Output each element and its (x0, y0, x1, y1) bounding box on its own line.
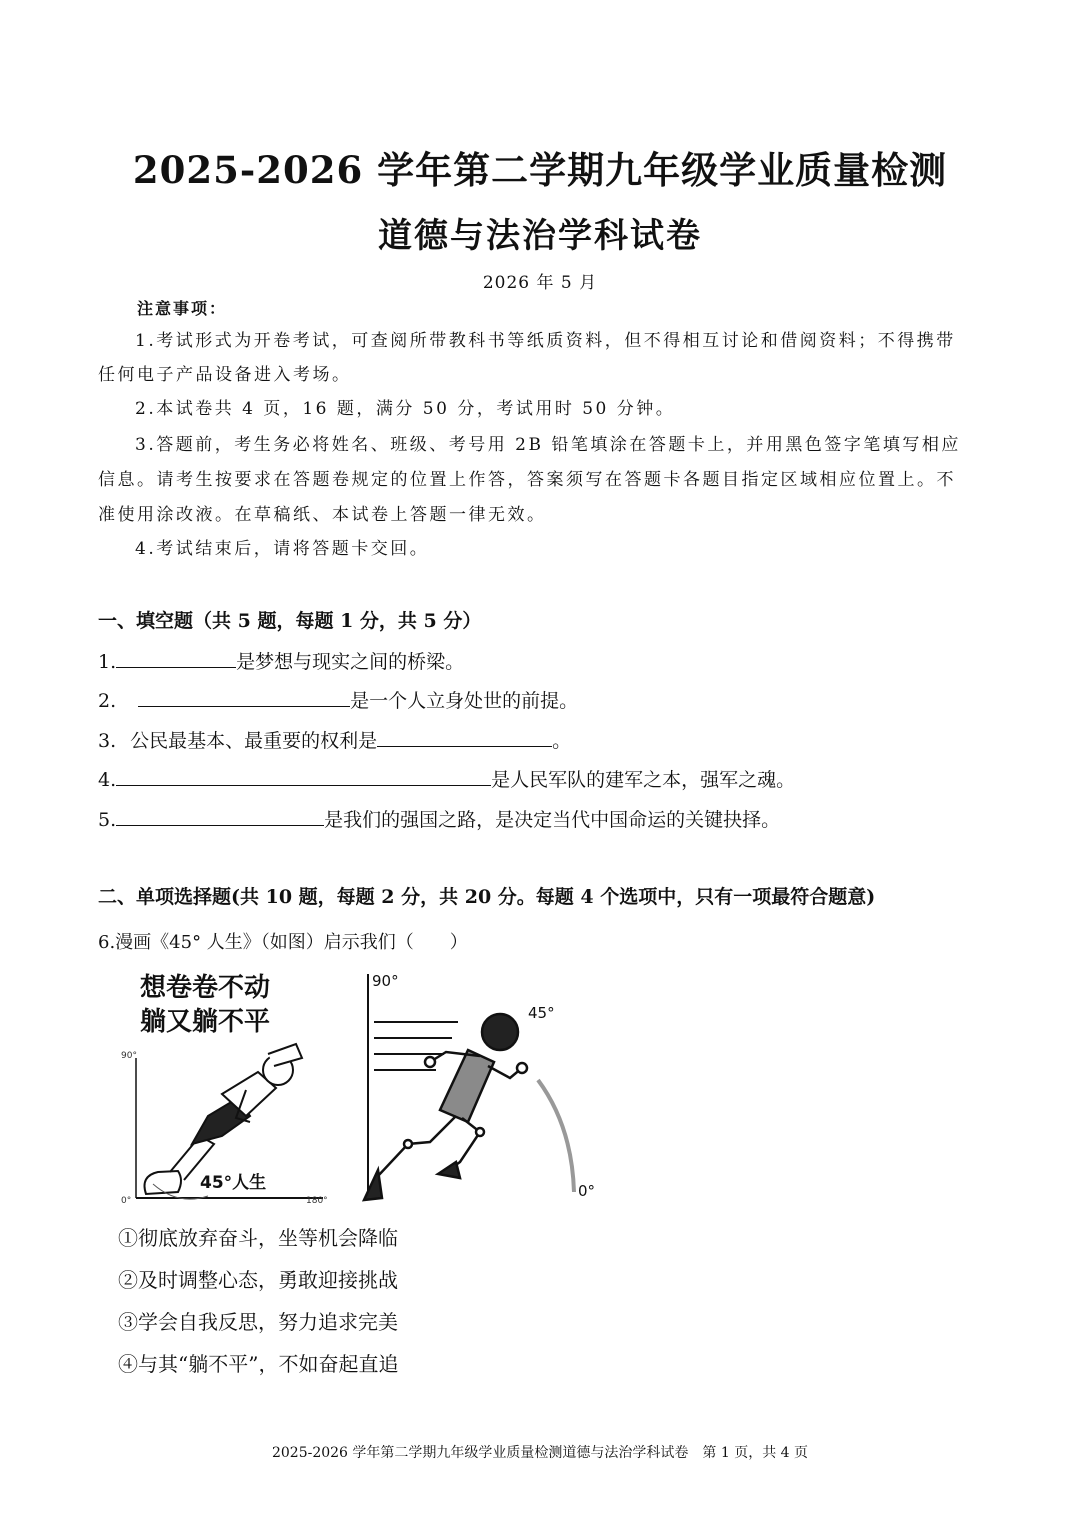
question-text: 是一个人立身处世的前提。 (350, 690, 579, 712)
angle-label-0: 0° (578, 1182, 596, 1200)
exam-title-line1: 2025-2026 学年第二学期九年级学业质量检测 (132, 148, 948, 192)
question-number: 5. (98, 809, 117, 831)
angle-label-90: 90° (121, 1051, 137, 1061)
question-2 (98, 686, 578, 713)
cartoon-left-panel (118, 966, 333, 1210)
question-4 (98, 765, 795, 792)
question-number: 3. (98, 730, 117, 752)
question-text: 公民最基本、最重要的权利是 (130, 730, 378, 752)
option-3[interactable]: ③学会自我反思，努力追求完美 (118, 1310, 398, 1334)
speed-lines (374, 1022, 458, 1070)
answer-blank[interactable] (116, 649, 236, 668)
running-figure (364, 1014, 527, 1200)
cartoon-caption-line1: 想卷卷不动 (140, 973, 271, 1003)
notice-item-2: 2.本试卷共 4 页，16 题，满分 50 分，考试用时 50 分钟。 (135, 399, 676, 419)
answer-blank[interactable] (116, 807, 324, 826)
question-6-stem: 6.漫画《45° 人生》（如图）启示我们（ ） (98, 932, 468, 953)
notice-item-1-cont: 任何电子产品设备进入考场。 (98, 365, 352, 385)
answer-blank[interactable] (377, 728, 552, 747)
question-number: 1. (98, 651, 117, 673)
question-1 (98, 647, 464, 674)
question-text: 是人民军队的建军之本，强军之魂。 (491, 769, 796, 791)
section2-heading: 二、单项选择题(共 10 题，每题 2 分，共 20 分。每题 4 个选项中，只有一项最符合题意) (98, 886, 876, 908)
page-footer: 2025-2026 学年第二学期九年级学业质量检测道德与法治学科试卷 第 1 页，共 4 页 (271, 1445, 809, 1461)
cartoon-right-panel (360, 966, 605, 1210)
angle-arc (538, 1080, 574, 1192)
question-number: 4. (98, 769, 117, 791)
cartoon-caption-line2: 躺又躺不平 (140, 1007, 271, 1037)
answer-blank[interactable] (138, 688, 350, 707)
angle-label-45: 45° (528, 1004, 555, 1022)
notice-item-1: 1.考试形式为开卷考试，可查阅所带教科书等纸质资料，但不得相互讨论和借阅资料；不得携带 (135, 331, 956, 351)
notice-item-3: 3.答题前，考生务必将姓名、班级、考号用 2B 铅笔填涂在答题卡上，并用黑色签字笔填写相应 (135, 435, 961, 455)
exam-title-line2: 道德与法治学科试卷 (378, 216, 702, 256)
option-2[interactable]: ②及时调整心态，勇敢迎接挑战 (118, 1268, 398, 1292)
notice-item-4: 4.考试结束后，请将答题卡交回。 (135, 539, 430, 559)
angle-label-180: 180° (306, 1196, 328, 1206)
cartoon-title-label: 45°人生 (200, 1173, 267, 1193)
section1-heading: 一、填空题（共 5 题，每题 1 分，共 5 分） (98, 610, 482, 632)
answer-blank[interactable] (116, 767, 491, 786)
question-text: 是我们的强国之路，是决定当代中国命运的关键抉择。 (324, 809, 781, 831)
exam-date: 2026 年 5 月 (482, 273, 598, 293)
question-5 (98, 805, 780, 832)
notice-heading: 注意事项： (137, 299, 228, 318)
notice-item-3-cont: 信息。请考生按要求在答题卷规定的位置上作答，答案须写在答题卡各题目指定区域相应位置上。不 (98, 470, 956, 490)
option-1[interactable]: ①彻底放弃奋斗，坐等机会降临 (118, 1226, 398, 1250)
angle-label-0: 0° (121, 1196, 132, 1206)
question-text: 是梦想与现实之间的桥梁。 (236, 651, 465, 673)
question-3 (98, 726, 571, 753)
question-number: 2. (98, 690, 117, 712)
option-4[interactable]: ④与其“躺不平”，不如奋起直追 (118, 1352, 399, 1376)
angle-label-90: 90° (372, 972, 399, 990)
notice-item-3-cont2: 准使用涂改液。在草稿纸、本试卷上答题一律无效。 (98, 505, 547, 525)
question-text-end: 。 (552, 730, 572, 752)
